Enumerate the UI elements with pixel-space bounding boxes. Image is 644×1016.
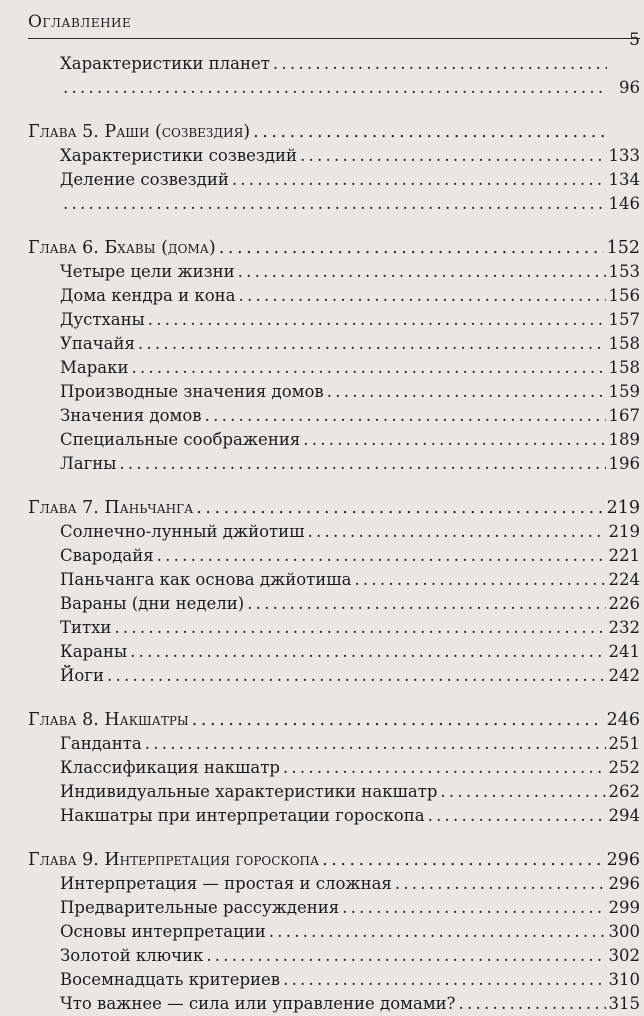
dot-leader — [157, 544, 606, 568]
toc-section-entry — [28, 920, 640, 944]
toc-entry-page: 246 — [606, 710, 640, 730]
toc-chapter-entry — [28, 708, 640, 732]
toc-entry-page: 251 — [608, 734, 640, 753]
toc-section-entry — [28, 428, 640, 452]
toc-section-entry — [28, 356, 640, 380]
toc-entry-title: Солнечно-лунный джйотиш — [60, 522, 305, 541]
toc-entry-title: Глава 8. Накшатры — [28, 710, 189, 730]
toc-section-entry — [28, 144, 640, 168]
toc-entry-title: Восемнадцать критериев — [60, 970, 281, 989]
toc-entry-page: 242 — [608, 666, 640, 685]
toc-entry-page: 152 — [606, 238, 640, 258]
toc-entry-page: 159 — [608, 382, 640, 401]
dot-leader — [145, 732, 606, 756]
toc-entry-title: Паньчанга как основа джйотиша — [60, 570, 352, 589]
toc-entry-title: Глава 5. Раши (созвездия) — [28, 122, 251, 142]
toc-entry-title: Ганданта — [60, 734, 142, 753]
dot-leader — [206, 944, 605, 968]
toc-entry-title: Деление созвездий — [60, 170, 229, 189]
toc-entry-page: 167 — [608, 406, 640, 425]
dot-leader — [205, 404, 606, 428]
page-number: 5 — [629, 30, 640, 50]
toc-entry-page: 189 — [608, 430, 640, 449]
toc-entry-page: 300 — [608, 922, 640, 941]
dot-leader — [107, 664, 606, 688]
toc-entry-title: Караны — [60, 642, 128, 661]
dot-leader — [232, 168, 606, 192]
toc-entry-title: Титхи — [60, 618, 112, 637]
toc-chapter-entry — [28, 496, 640, 520]
dot-leader — [119, 452, 605, 476]
dot-leader — [428, 804, 606, 828]
toc-section-entry — [28, 756, 640, 780]
toc-entry-page: 310 — [608, 970, 640, 989]
toc-entry-title: Основы интерпретации — [60, 922, 266, 941]
dot-leader — [63, 76, 607, 100]
dot-leader — [219, 236, 604, 260]
section-gap — [28, 100, 640, 120]
toc-section-entry — [28, 168, 640, 192]
dot-leader — [114, 616, 605, 640]
section-gap — [28, 688, 640, 708]
toc-entry-title: Классификация накшатр — [60, 758, 280, 777]
section-gap — [28, 476, 640, 496]
toc-chapter-entry — [28, 120, 640, 144]
toc-entry-title: Характеристики созвездий — [60, 146, 298, 165]
toc-entry-title: Глава 6. Бхавы (дома) — [28, 238, 216, 258]
toc-entry-title: Накшатры при интерпретации гороскопа — [60, 806, 425, 825]
toc-section-entry — [28, 192, 640, 216]
dot-leader — [283, 968, 605, 992]
toc-entry-title: Характеристики планет — [60, 54, 270, 73]
toc-entry-title: Дустханы — [60, 310, 145, 329]
toc-section-entry — [28, 992, 640, 1016]
toc-section-entry — [28, 52, 640, 76]
dot-leader — [196, 496, 603, 520]
dot-leader — [459, 992, 606, 1016]
toc-entry-page: 232 — [608, 618, 640, 637]
toc-entry-page: 146 — [608, 194, 640, 213]
toc-entry-page: 134 — [608, 170, 640, 189]
toc-section-entry — [28, 640, 640, 664]
toc-entry-title: Упачайя — [60, 334, 135, 353]
toc-entry-page: 96 — [619, 78, 640, 97]
toc-entry-page: 153 — [608, 262, 640, 281]
dot-leader — [308, 520, 606, 544]
dot-leader — [148, 308, 606, 332]
running-header — [28, 10, 640, 50]
toc-section-entry — [28, 380, 640, 404]
toc-section-entry — [28, 308, 640, 332]
toc-section-entry — [28, 404, 640, 428]
toc-entry-title: Глава 9. Интерпретация гороскопа — [28, 850, 320, 870]
toc-section-entry — [28, 664, 640, 688]
toc-section-entry — [28, 76, 640, 100]
dot-leader — [303, 428, 605, 452]
dot-leader — [131, 356, 605, 380]
table-of-contents — [28, 52, 640, 1016]
toc-entry-page: 241 — [608, 642, 640, 661]
toc-entry-page: 315 — [608, 994, 640, 1013]
dot-leader — [63, 192, 606, 216]
toc-section-entry — [28, 968, 640, 992]
toc-section-entry — [28, 568, 640, 592]
dot-leader — [395, 872, 606, 896]
toc-section-entry — [28, 944, 640, 968]
running-header-title: Оглавление — [28, 12, 132, 32]
toc-entry-page: 158 — [608, 358, 640, 377]
toc-section-entry — [28, 544, 640, 568]
toc-entry-page: 219 — [606, 498, 640, 518]
toc-entry-title: Индивидуальные характеристики накшатр — [60, 782, 438, 801]
toc-entry-title: Предварительные рассуждения — [60, 898, 340, 917]
toc-entry-page: 296 — [606, 850, 640, 870]
section-gap — [28, 216, 640, 236]
dot-leader — [440, 780, 605, 804]
toc-section-entry — [28, 896, 640, 920]
toc-section-entry — [28, 260, 640, 284]
toc-entry-title: Лагны — [60, 454, 117, 473]
toc-section-entry — [28, 872, 640, 896]
toc-section-entry — [28, 452, 640, 476]
dot-leader — [138, 332, 606, 356]
section-gap — [28, 828, 640, 848]
dot-leader — [342, 896, 605, 920]
toc-entry-title: Свародайя — [60, 546, 154, 565]
toc-section-entry — [28, 332, 640, 356]
toc-entry-page: 252 — [608, 758, 640, 777]
toc-section-entry — [28, 616, 640, 640]
toc-section-entry — [28, 592, 640, 616]
dot-leader — [327, 380, 606, 404]
dot-leader — [238, 260, 606, 284]
toc-entry-title: Четыре цели жизни — [60, 262, 235, 281]
toc-entry-title: Мараки — [60, 358, 129, 377]
toc-chapter-entry — [28, 236, 640, 260]
dot-leader — [238, 284, 605, 308]
toc-section-entry — [28, 732, 640, 756]
toc-entry-title: Йоги — [60, 666, 104, 685]
toc-entry-page: 157 — [608, 310, 640, 329]
dot-leader — [130, 640, 605, 664]
dot-leader — [269, 920, 606, 944]
toc-entry-page: 156 — [608, 286, 640, 305]
dot-leader — [192, 708, 604, 732]
toc-entry-page: 296 — [608, 874, 640, 893]
toc-section-entry — [28, 780, 640, 804]
toc-entry-page: 226 — [608, 594, 640, 613]
toc-entry-title: Золотой ключик — [60, 946, 204, 965]
dot-leader — [354, 568, 605, 592]
dot-leader — [273, 52, 607, 76]
dot-leader — [300, 144, 605, 168]
toc-chapter-entry — [28, 848, 640, 872]
toc-section-entry — [28, 520, 640, 544]
toc-entry-page: 299 — [608, 898, 640, 917]
toc-entry-title: Вараны (дни недели) — [60, 594, 245, 613]
toc-entry-title: Значения домов — [60, 406, 202, 425]
dot-leader — [283, 756, 606, 780]
toc-entry-page: 294 — [608, 806, 640, 825]
toc-entry-page: 302 — [608, 946, 640, 965]
toc-entry-page: 219 — [608, 522, 640, 541]
toc-entry-page: 133 — [608, 146, 640, 165]
dot-leader — [247, 592, 605, 616]
toc-entry-page: 262 — [608, 782, 640, 801]
dot-leader — [253, 120, 607, 144]
dot-leader — [322, 848, 603, 872]
toc-entry-page: 224 — [608, 570, 640, 589]
toc-entry-title: Глава 7. Паньчанга — [28, 498, 194, 518]
toc-entry-title: Интерпретация — простая и сложная — [60, 874, 392, 893]
toc-entry-page: 158 — [608, 334, 640, 353]
toc-entry-title: Производные значения домов — [60, 382, 324, 401]
toc-entry-page: 221 — [608, 546, 640, 565]
toc-entry-title: Что важнее — сила или управление домами? — [60, 994, 456, 1013]
toc-entry-title: Специальные соображения — [60, 430, 301, 449]
toc-section-entry — [28, 284, 640, 308]
toc-entry-page: 196 — [608, 454, 640, 473]
toc-entry-title: Дома кендра и кона — [60, 286, 236, 305]
toc-section-entry — [28, 804, 640, 828]
